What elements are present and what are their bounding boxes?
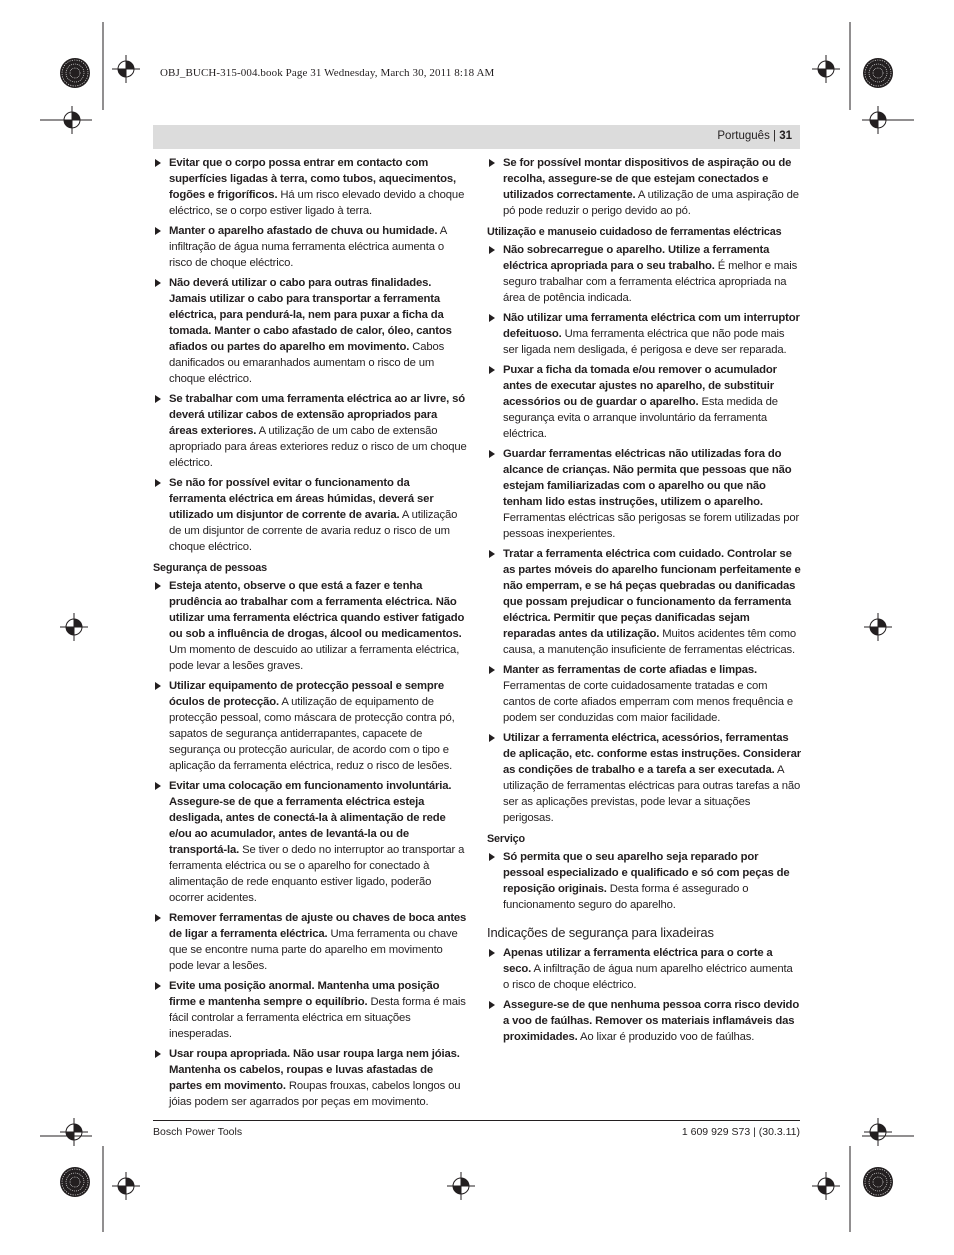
warning-item — [153, 275, 467, 387]
warning-item — [153, 391, 467, 471]
triangle-bullet-icon — [489, 949, 495, 957]
warning-explanation-text: Roupas frouxas, cabelos longos ou jóias podem ser agarrados por peças em movimento. — [169, 1080, 461, 1108]
warning-bold-text: Utilizar equipamento de protecção pessoal e sempre óculos de protecção. — [169, 680, 445, 708]
triangle-bullet-icon — [489, 550, 495, 558]
warning-explanation-text: A utilização de uma aspiração de pó pode reduzir o perigo devido ao pó. — [503, 189, 799, 217]
warning-explanation-text: Ferramentas de corte cuidadosamente tratadas e com cantos de corte afiados emperram com menos frequência e podem ser conduzidas com maior facilidade. — [503, 680, 794, 724]
warning-bold-text: Se não for possível evitar o funcionamento da ferramenta eléctrica em áreas húmidas, deverá ser utilizado um disjuntor de corrente de avaria. — [169, 477, 434, 521]
warning-explanation-text: A infiltração de água num aparelho eléctrico aumenta o risco de choque eléctrico. — [503, 963, 793, 991]
warning-item — [153, 223, 467, 271]
warning-bold-text: Evite uma posição anormal. Mantenha uma posição firme e mantenha sempre o equilíbrio. — [169, 980, 440, 1008]
warning-item — [153, 910, 467, 974]
warning-explanation-text: A utilização de ferramentas eléctricas para outras tarefas a não ser as aplicações previstas, pode levar a situações perigosas. — [503, 764, 801, 824]
warning-explanation-text: Ao lixar é produzido voo de faúlhas. — [577, 1031, 755, 1043]
warning-item — [487, 446, 801, 542]
triangle-bullet-icon — [155, 159, 161, 167]
triangle-bullet-icon — [155, 782, 161, 790]
triangle-bullet-icon — [489, 734, 495, 742]
warning-bold-text: Esteja atento, observe o que está a fazer e tenha prudência ao trabalhar com a ferramenta eléctrica. Não utilizar uma ferramenta eléctrica quando estiver fatigado ou sob a influência de drogas, álcool ou medicamentos. — [169, 580, 465, 640]
warning-explanation-text: Uma ferramenta ou chave que se encontre numa parte do aparelho em movimento pode levar a lesões. — [169, 928, 458, 972]
warning-explanation-text: Há um risco elevado devido a choque eléctrico, se o corpo estiver ligado à terra. — [169, 189, 465, 217]
warning-explanation-text: A utilização de equipamento de protecção pessoal, como máscara de protecção contra pó, sapatos de segurança antiderrapantes, capacete de segurança ou protecção auricular, de acordo com o tipo e aplicação da ferramenta eléctrica, reduz o risco de lesões. — [169, 696, 455, 772]
warning-item — [487, 662, 801, 726]
triangle-bullet-icon — [489, 666, 495, 674]
left-block-electrical-safety — [153, 155, 467, 555]
warning-item — [487, 997, 801, 1045]
warning-bold-text: Remover ferramentas de ajuste ou chaves de boca antes de ligar a ferramenta eléctrica. — [169, 912, 467, 940]
page-header-bar — [153, 125, 800, 149]
warning-explanation-text: Uma ferramenta eléctrica que não pode mais ser ligada nem desligada, é perigosa e deve ser reparada. — [503, 328, 787, 356]
warning-explanation-text: Desta forma é assegurado o funcionamento seguro do aparelho. — [503, 883, 749, 911]
triangle-bullet-icon — [155, 682, 161, 690]
triangle-bullet-icon — [489, 314, 495, 322]
warning-item — [153, 155, 467, 219]
warning-bold-text: Evitar uma colocação em funcionamento involuntária. Assegure-se de que a ferramenta eléctrica esteja desligada, antes de conectá-la à alimentação de rede e/ou ao acumulador, antes de levantá-la ou de transportá-la. — [169, 780, 452, 856]
page-number: 31 — [779, 130, 792, 142]
warning-explanation-text: A utilização de um disjuntor de corrente de avaria reduz o risco de um choque eléctrico. — [169, 509, 458, 553]
right-column — [487, 155, 801, 1049]
print-slug-line: OBJ_BUCH-315-004.book Page 31 Wednesday, March 30, 2011 8:18 AM — [160, 67, 495, 79]
header-language: Português | — [717, 130, 780, 142]
left-column — [153, 155, 467, 1114]
subhead-service: Serviço — [487, 833, 525, 845]
warning-item — [487, 362, 801, 442]
right-block-dust-extraction — [487, 155, 801, 219]
triangle-bullet-icon — [155, 982, 161, 990]
warning-explanation-text: É melhor e mais seguro trabalhar com a ferramenta eléctrica apropriada na área de potência indicada. — [503, 260, 798, 304]
warning-bold-text: Tratar a ferramenta eléctrica com cuidado. Controlar se as partes móveis do aparelho funcionam perfeitamente e não emperram, e se há peças quebradas ou danificadas que possam prejudicar o funcionamento da ferramenta eléctrica. Permitir que peças danificadas sejam reparadas antes da utilização. — [503, 548, 801, 640]
warning-item — [487, 546, 801, 658]
triangle-bullet-icon — [489, 366, 495, 374]
left-block-personal-safety — [153, 578, 467, 1110]
triangle-bullet-icon — [155, 227, 161, 235]
triangle-bullet-icon — [155, 479, 161, 487]
warning-bold-text: Não sobrecarregue o aparelho. Utilize a ferramenta eléctrica apropriada para o seu trabalho. — [503, 244, 770, 272]
footer-doc-number: 1 609 929 S73 | (30.3.11) — [681, 1126, 800, 1138]
triangle-bullet-icon — [489, 159, 495, 167]
warning-explanation-text: Se tiver o dedo no interruptor ao transportar a ferramenta eléctrica ou se o aparelho for conectado à alimentação de rede enquanto estiver ligado, poderão ocorrer acidentes. — [169, 844, 465, 904]
warning-item — [487, 730, 801, 826]
right-block-sander-safety — [487, 945, 801, 1045]
warning-bold-text: Utilizar a ferramenta eléctrica, acessórios, ferramentas de aplicação, etc. conforme estas instruções. Considerar as condições de trabalho e a tarefa a ser executada. — [503, 732, 801, 776]
warning-bold-text: Puxar a ficha da tomada e/ou remover o acumulador antes de executar ajustes no aparelho, de substituir acessórios ou de guardar o aparelho. — [503, 364, 777, 408]
triangle-bullet-icon — [155, 582, 161, 590]
page-header — [717, 130, 792, 142]
warning-explanation-text: A utilização de um cabo de extensão apropriado para áreas exteriores reduz o risco de um choque eléctrico. — [169, 425, 467, 469]
section-title-sander-safety: Indicações de segurança para lixadeiras — [487, 925, 714, 940]
warning-item — [487, 242, 801, 306]
warning-item — [487, 155, 801, 219]
triangle-bullet-icon — [489, 450, 495, 458]
triangle-bullet-icon — [155, 1050, 161, 1058]
warning-item — [487, 945, 801, 993]
warning-bold-text: Guardar ferramentas eléctricas não utilizadas fora do alcance de crianças. Não permita que pessoas que não estejam familiarizadas com o aparelho ou que não tenham lido estas instruções, utilizem o aparelho. — [503, 448, 792, 508]
warning-item — [487, 849, 801, 913]
warning-item — [487, 310, 801, 358]
triangle-bullet-icon — [155, 279, 161, 287]
warning-explanation-text: Esta medida de segurança evita o arranque involuntário da ferramenta eléctrica. — [503, 396, 778, 440]
warning-bold-text: Manter o aparelho afastado de chuva ou humidade. — [169, 225, 438, 237]
triangle-bullet-icon — [489, 246, 495, 254]
warning-bold-text: Não utilizar uma ferramenta eléctrica com um interruptor defeituoso. — [503, 312, 800, 340]
warning-bold-text: Usar roupa apropriada. Não usar roupa larga nem jóias. Mantenha os cabelos, roupas e luvas afastadas de partes em movimento. — [169, 1048, 460, 1092]
warning-bold-text: Só permita que o seu aparelho seja reparado por pessoal especializado e qualificado e só com peças de reposição originais. — [503, 851, 790, 895]
warning-item — [153, 1046, 467, 1110]
footer-brand: Bosch Power Tools — [153, 1126, 243, 1138]
warning-explanation-text: Ferramentas eléctricas são perigosas se forem utilizadas por pessoas inexperientes. — [503, 512, 800, 540]
warning-bold-text: Apenas utilizar a ferramenta eléctrica para o corte a seco. — [503, 947, 773, 975]
triangle-bullet-icon — [489, 853, 495, 861]
subhead-personal-safety: Segurança de pessoas — [153, 562, 268, 574]
triangle-bullet-icon — [489, 1001, 495, 1009]
warning-bold-text: Não deverá utilizar o cabo para outras finalidades. Jamais utilizar o cabo para transportar a ferramenta eléctrica, para pendurá-la, nem para puxar a ficha da tomada. Manter o cabo afastado de calor, óleo, cantos afiados ou partes do aparelho em movimento. — [169, 277, 452, 353]
footer-rule — [153, 1120, 800, 1121]
warning-explanation-text: Um momento de descuido ao utilizar a ferramenta eléctrica, pode levar a lesões graves. — [169, 644, 460, 672]
warning-item — [153, 578, 467, 674]
warning-bold-text: Se for possível montar dispositivos de aspiração ou de recolha, assegure-se de que estejam conectados e utilizados correctamente. — [503, 157, 792, 201]
warning-item — [153, 978, 467, 1042]
triangle-bullet-icon — [155, 395, 161, 403]
warning-explanation-text: Desta forma é mais fácil controlar a ferramenta eléctrica em situações inesperadas. — [169, 996, 466, 1040]
right-block-tool-use-care — [487, 242, 801, 826]
triangle-bullet-icon — [155, 914, 161, 922]
warning-item — [153, 678, 467, 774]
subhead-tool-use-care: Utilização e manuseio cuidadoso de ferramentas eléctricas — [487, 226, 782, 238]
right-block-service — [487, 849, 801, 913]
warning-explanation-text: Muitos acidentes têm como causa, a manutenção insuficiente de ferramentas eléctricas. — [503, 628, 796, 656]
warning-bold-text: Assegure-se de que nenhuma pessoa corra risco devido a voo de faúlhas. Remover os materiais inflamáveis das proximidades. — [503, 999, 800, 1043]
warning-bold-text: Evitar que o corpo possa entrar em contacto com superfícies ligadas à terra, como tubos, aquecimentos, fogões e frigoríficos. — [169, 157, 456, 201]
warning-item — [153, 778, 467, 906]
warning-explanation-text: A infiltração de água numa ferramenta eléctrica aumenta o risco de choque eléctrico. — [169, 225, 447, 269]
warning-bold-text: Se trabalhar com uma ferramenta eléctrica ao ar livre, só deverá utilizar cabos de extensão apropriados para áreas exteriores. — [169, 393, 465, 437]
warning-item — [153, 475, 467, 555]
warning-bold-text: Manter as ferramentas de corte afiadas e limpas. — [503, 664, 757, 676]
warning-explanation-text: Cabos danificados ou emaranhados aumentam o risco de um choque eléctrico. — [169, 341, 445, 385]
